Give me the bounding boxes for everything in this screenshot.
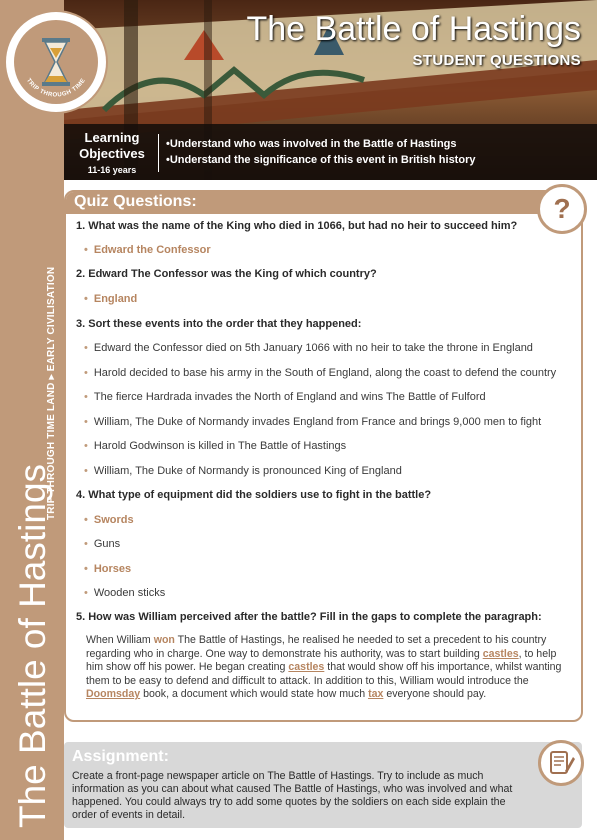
event-item: • Harold Godwinson is killed in The Battle of Hastings xyxy=(84,440,346,452)
option-guns: • Guns xyxy=(84,538,120,550)
question-4: 4. What type of equipment did the soldiers use to fight in the battle? xyxy=(76,489,432,501)
paragraph-text: , to help him show off his power. He began creating xyxy=(86,647,557,674)
sidebar-title: The Battle of Hastings xyxy=(12,463,53,828)
age-range: 11-16 years xyxy=(87,165,137,175)
objective-item: • Understand the significance of this event in British history xyxy=(166,152,475,168)
divider xyxy=(158,134,159,172)
question-5: 5. How was William perceived after the battle? Fill in the gaps to complete the paragraph: xyxy=(76,611,542,623)
gap-answer: won xyxy=(153,634,175,646)
objectives-label-line1: Learning xyxy=(84,130,140,145)
option-swords: • Swords xyxy=(84,514,134,526)
newspaper-pen-icon xyxy=(538,740,584,786)
logo-text: TRIP THROUGH TIME xyxy=(25,77,87,99)
event-item: • William, The Duke of Normandy is pronounced King of England xyxy=(84,465,402,477)
event-item: • Harold decided to base his army in the South of England, along the coast to defend the country xyxy=(84,367,556,379)
answer-2: • England xyxy=(84,293,137,305)
objectives-label-line2: Objectives xyxy=(79,146,145,161)
option-horses: • Horses xyxy=(84,563,131,575)
objective-item: • Understand who was involved in the Battle of Hastings xyxy=(166,136,475,152)
question-mark-icon: ? xyxy=(537,184,587,234)
assignment-section xyxy=(64,742,582,828)
event-item: • William, The Duke of Normandy invades England from France and brings 9,000 men to fight xyxy=(84,416,541,428)
page-subtitle: STUDENT QUESTIONS xyxy=(412,52,581,69)
paragraph-text: When William xyxy=(86,634,154,646)
event-item: • The fierce Hardrada invades the North of England and wins The Battle of Fulford xyxy=(84,391,486,403)
gap-answer: castles xyxy=(482,647,519,660)
event-item: • Edward the Confessor died on 5th January 1066 with no heir to take the throne in England xyxy=(84,342,533,354)
learning-objectives xyxy=(64,124,597,180)
question-2: 2. Edward The Confessor was the King of which country? xyxy=(76,268,377,280)
paragraph-text: The Battle of Hastings, he realised he needed to set a precedent to his country regarding who in charge. One way to demonstrate his authority, was to start building xyxy=(86,634,547,660)
sidebar-subtitle: TRIP THROUGH TIME LAND ▸ EARLY CIVILISATION xyxy=(46,266,57,520)
fill-in-paragraph xyxy=(86,634,574,702)
paragraph-text: everyone should pay. xyxy=(383,688,487,701)
quiz-section xyxy=(64,190,583,722)
assignment-text: Create a front-page newspaper article on The Battle of Hastings. Try to include as much information as you can about what caused The Battle of Hastings, who was involved and what happened. You could always try to add some quotes by the soldiers on each side explain the order of events in detail. xyxy=(72,770,513,821)
question-1: 1. What was the name of the King who died in 1066, but had no heir to succeed him? xyxy=(76,220,518,232)
gap-answer: Doomsday xyxy=(86,688,141,701)
quiz-header xyxy=(66,192,581,214)
sidebar xyxy=(0,0,64,840)
option-wooden-sticks: • Wooden sticks xyxy=(84,587,165,599)
page-title: The Battle of Hastings xyxy=(246,10,581,48)
quiz-title: Quiz Questions: xyxy=(74,193,197,210)
paragraph-text: book, a document which would state how much xyxy=(140,688,369,701)
assignment-title: Assignment: xyxy=(72,748,169,765)
objectives-list xyxy=(166,136,475,168)
hourglass-icon xyxy=(40,38,72,86)
question-3: 3. Sort these events into the order that they happened: xyxy=(76,318,362,330)
gap-answer: castles xyxy=(288,661,325,674)
logo xyxy=(6,12,106,112)
answer-1: • Edward the Confessor xyxy=(84,244,211,256)
paragraph-text: that would show off his importance, whilst wanting them to be easy to defend and difficult to attack. In addition to this, William would introduce the xyxy=(86,661,562,687)
objectives-label xyxy=(74,130,150,178)
gap-answer: tax xyxy=(368,688,384,701)
